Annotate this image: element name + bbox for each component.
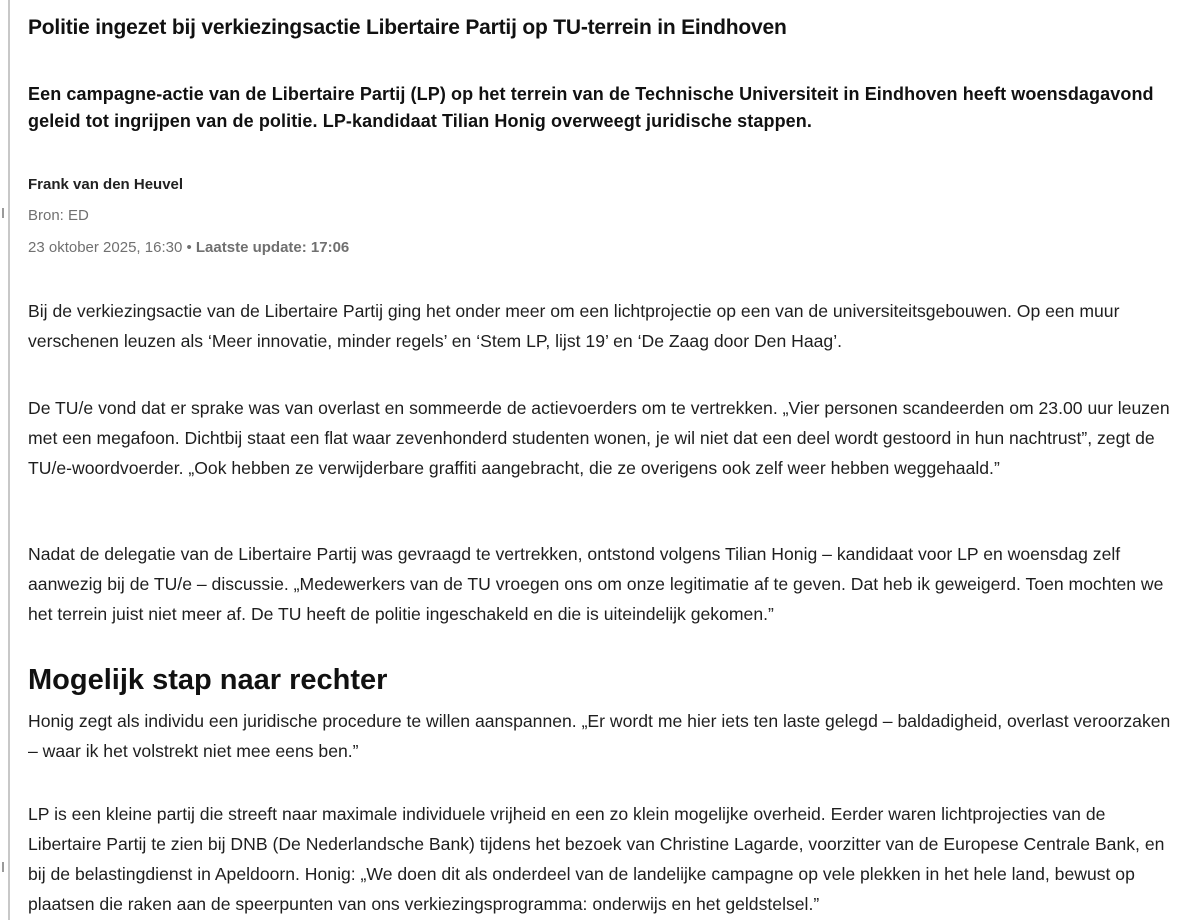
section-heading: Mogelijk stap naar rechter: [28, 664, 388, 696]
body-paragraph: LP is een kleine partij die streeft naar maximale individuele vrijheid en een zo klein mogelijke overheid. Eerder waren lichtprojecties van de Libertaire Partij te zien bij DNB (De Nederlandsche Bank) tijdens het bezoek van Christine Lagarde, voorzitter van de Europese Centrale Bank, en bij de belastingdienst in Apeldoorn. Honig: „We doen dit als onderdeel van de landelijke campagne op vele plekken in het hele land, bewust op plaatsen die raken aan de speerpunten van ons verkiezingsprogramma: onderwijs en het geldstelsel.”: [28, 804, 1165, 914]
article-lead: Een campagne-actie van de Libertaire Partij (LP) op het terrein van de Technische Universiteit in Eindhoven heeft woensdagavond geleid tot ingrijpen van de politie. LP-kandidaat Tilian Honig overweegt juridische stappen.: [28, 84, 1154, 131]
last-update: Laatste update: 17:06: [195, 239, 350, 256]
source-label: Bron: ED: [28, 207, 89, 224]
author-name[interactable]: Frank van den Heuvel: [28, 176, 184, 193]
body-paragraph: De TU/e vond dat er sprake was van overlast en sommeerde de actievoerders om te vertrekken. „Vier personen scandeerden om 23.00 uur leuzen met een megafoon. Dichtbij staat een flat waar zevenhonderd studenten wonen, je wil niet dat een deel wordt gestoord in hun nachtrust”, zegt de TU/e-woordvoerder. „Ook hebben ze verwijderbare graffiti aangebracht, die ze overigens ook zelf weer hebben weggehaald.”: [28, 398, 1170, 478]
article-title: Politie ingezet bij verkiezingsactie Libertaire Partij op TU-terrein in Eindhoven: [28, 16, 787, 39]
border-tick-mark: [2, 208, 4, 218]
body-paragraph: Bij de verkiezingsactie van de Libertaire Partij ging het onder meer om een lichtprojectie op een van de universiteitsgebouwen. Op een muur verschenen leuzen als ‘Meer innovatie, minder regels’ en ‘Stem LP, lijst 19’ en ‘De Zaag door Den Haag’.: [28, 301, 1120, 351]
date-separator: •: [182, 239, 196, 256]
body-paragraph: Honig zegt als individu een juridische procedure te willen aanspannen. „Er wordt me hier iets ten laste gelegd – baldadigheid, overlast veroorzaken – waar ik het volstrekt niet mee eens ben.”: [28, 711, 1171, 761]
body-paragraph: Nadat de delegatie van de Libertaire Partij was gevraagd te vertrekken, ontstond volgens Tilian Honig – kandidaat voor LP en woensdag zelf aanwezig bij de TU/e – discussie. „Medewerkers van de TU vroegen ons om onze legitimatie af te geven. Dat heb ik geweigerd. Toen mochten we het terrein juist niet meer af. De TU heeft de politie ingeschakeld en die is uiteindelijk gekomen.”: [28, 544, 1164, 624]
dateline: [28, 237, 349, 259]
publish-date: 23 oktober 2025, 16:30: [28, 239, 183, 256]
page-left-border: [0, 0, 10, 920]
border-tick-mark: [2, 862, 4, 872]
